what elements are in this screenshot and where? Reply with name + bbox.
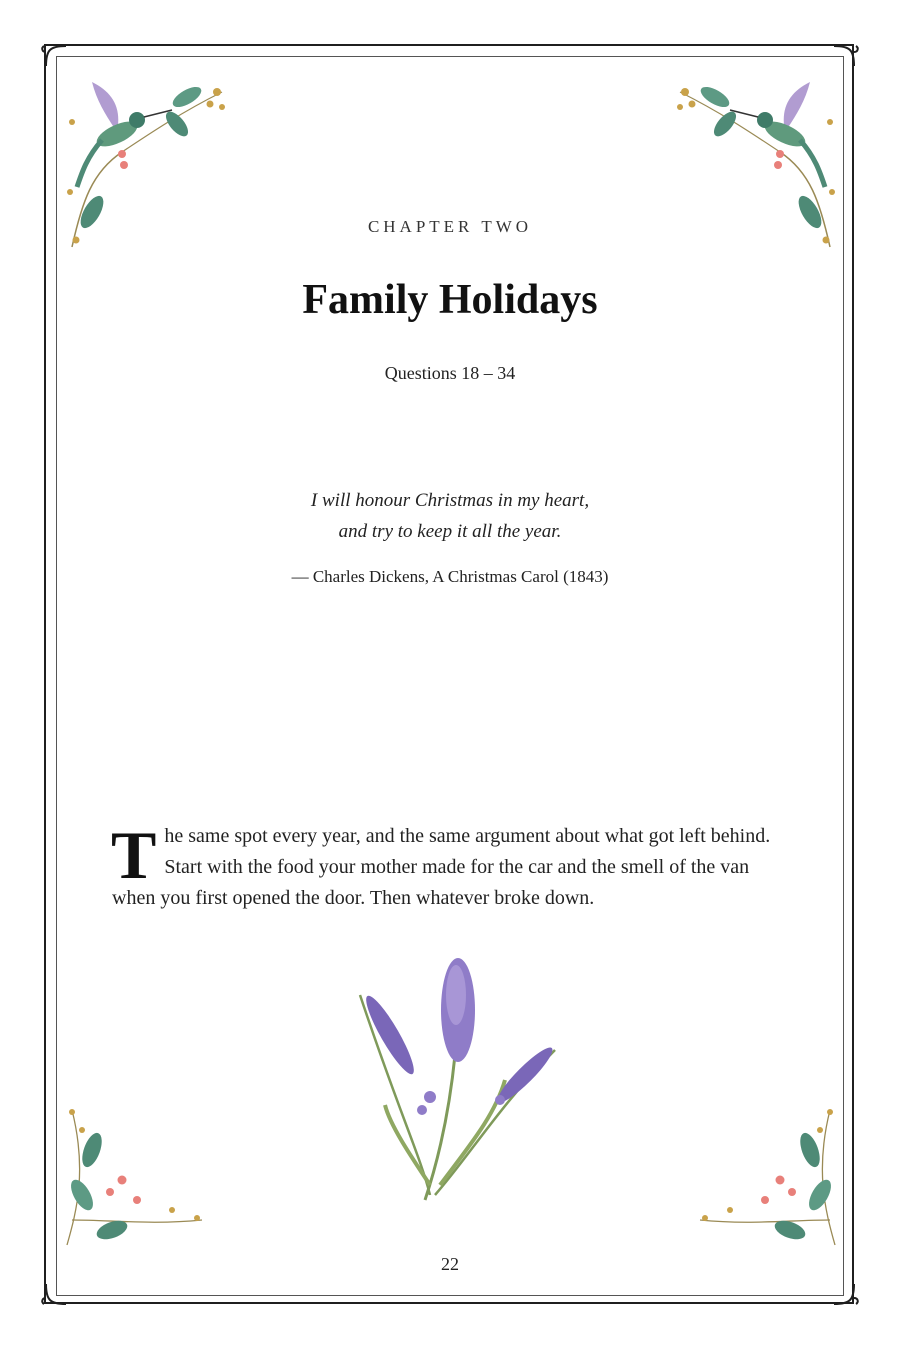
epigraph-quote: [0, 485, 900, 547]
chapter-label: CHAPTER TWO: [367, 217, 533, 236]
floral-sprig-icon: [690, 1100, 840, 1250]
epigraph-line: I will honour Christmas in my heart,: [310, 490, 590, 511]
page-number: 22: [441, 1254, 459, 1274]
drop-cap: T: [111, 817, 157, 893]
lavender-icon: [330, 955, 570, 1210]
floral-sprig-icon: [62, 1100, 212, 1250]
body-paragraph: [111, 817, 792, 914]
body-text: he same spot every year, and the same argument about what got left behind. Start with the food your mother made for the car and the smell of the van when you first opened the door. Then whatever broke down.: [112, 825, 771, 909]
frame-corner-curl-icon: [38, 1282, 68, 1312]
epigraph-attribution: — Charles Dickens, A Christmas Carol (1843): [291, 567, 609, 586]
epigraph-line: and try to keep it all the year.: [338, 521, 562, 542]
question-range: Questions 18 – 34: [384, 363, 516, 383]
chapter-title: Family Holidays: [302, 277, 598, 323]
frame-corner-curl-icon: [832, 1282, 862, 1312]
